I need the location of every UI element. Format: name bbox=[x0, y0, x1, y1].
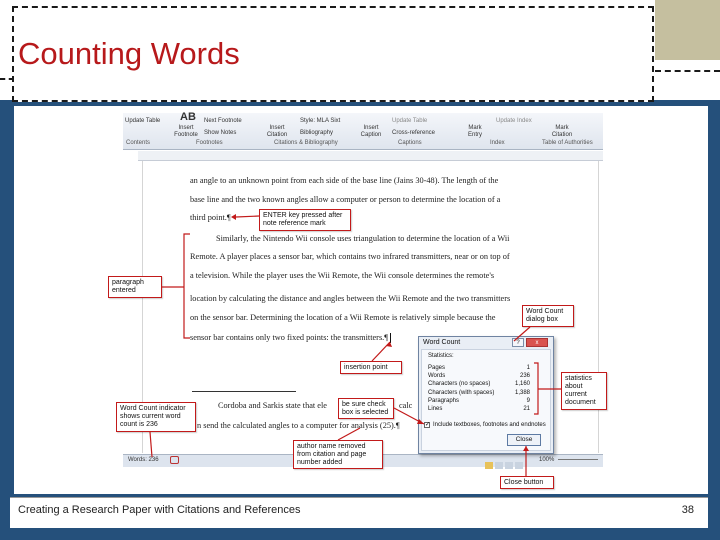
stat-label: Pages bbox=[428, 365, 446, 371]
callout-insertion-point: insertion point bbox=[340, 361, 402, 374]
insert-caption-button[interactable]: Insert Caption bbox=[360, 125, 382, 138]
statistics-heading: Statistics: bbox=[428, 353, 454, 359]
callout-statistics: statistics about current document bbox=[561, 372, 607, 410]
cross-reference-button[interactable]: Cross-reference bbox=[392, 130, 436, 136]
proofing-icon[interactable] bbox=[170, 456, 179, 464]
doc-line: third point.¶ bbox=[190, 213, 231, 222]
bibliography-button[interactable]: Bibliography bbox=[300, 130, 334, 136]
close-button[interactable]: Close bbox=[507, 434, 541, 446]
dialog-title: Word Count bbox=[423, 339, 461, 346]
stat-label: Paragraphs bbox=[428, 398, 460, 404]
group-table-of-authorities: Table of Authorities bbox=[542, 140, 593, 146]
outline-icon[interactable] bbox=[515, 462, 523, 469]
doc-line: base line and the two known angles allow a computer or person to determine the location of a bbox=[190, 195, 501, 204]
doc-line: Similarly, the Nintendo Wii console uses triangulation to determine the location of a Wii bbox=[216, 234, 510, 243]
group-captions: Captions bbox=[398, 140, 422, 146]
stat-label: Characters (no spaces) bbox=[428, 381, 491, 387]
callout-check-box: be sure check box is selected bbox=[338, 398, 394, 419]
doc-line: Remote. A player places a sensor bar, which contains two infrared transmitters, near or on top of bbox=[190, 252, 510, 261]
group-citations: Citations & Bibliography bbox=[274, 140, 338, 146]
doc-line: an angle to an unknown point from each side of the base line (Jains 30-48). The length of the bbox=[190, 176, 499, 185]
footnote-separator bbox=[192, 391, 296, 392]
doc-line: sensor bar contains only two fixed points: the transmitters.¶ bbox=[190, 333, 389, 342]
stat-value: 1 bbox=[526, 365, 530, 371]
insertion-point bbox=[390, 333, 391, 343]
group-index: Index bbox=[490, 140, 505, 146]
show-notes-button[interactable]: Show Notes bbox=[204, 130, 237, 136]
print-layout-icon[interactable] bbox=[485, 462, 493, 469]
checkbox-label: Include textboxes, footnotes and endnotes bbox=[433, 422, 546, 428]
insert-endnote-icon[interactable]: AB bbox=[180, 111, 196, 123]
callout-close-button: Close button bbox=[500, 476, 554, 489]
update-table-figures-button[interactable]: Update Table bbox=[392, 118, 428, 124]
callout-paragraph-entered: paragraph entered bbox=[108, 276, 162, 298]
insert-footnote-button[interactable]: Insert Footnote bbox=[174, 125, 198, 138]
insert-citation-button[interactable]: Insert Citation bbox=[266, 125, 288, 138]
group-contents: Contents bbox=[126, 140, 151, 146]
update-table-button[interactable]: Update Table bbox=[125, 118, 161, 124]
style-dropdown[interactable]: Style: MLA Sixt bbox=[300, 118, 341, 124]
doc-line: a television. While the player uses the Wii Remote, the Wii console determines the remote's bbox=[190, 271, 495, 280]
dialog-close-x-button[interactable]: x bbox=[526, 338, 548, 347]
mark-entry-button[interactable]: Mark Entry bbox=[467, 125, 482, 138]
mark-citation-button[interactable]: Mark Citation bbox=[551, 125, 573, 138]
slide-title: Counting Words bbox=[18, 36, 240, 71]
doc-line: on the sensor bar. Determining the location of a Wii Remote is relatively simple because the bbox=[190, 313, 496, 322]
footnote-text: Cordoba and Sarkis state that ele bbox=[218, 401, 327, 410]
stat-label: Lines bbox=[428, 406, 443, 412]
stat-value: 21 bbox=[523, 406, 530, 412]
stat-value: 1,160 bbox=[514, 381, 530, 387]
help-button[interactable]: ? bbox=[512, 338, 524, 347]
callout-word-count-dialog: Word Count dialog box bbox=[522, 305, 574, 327]
decorative-dash-right bbox=[655, 70, 720, 72]
footnote-text-end: calc bbox=[399, 401, 413, 410]
view-buttons[interactable] bbox=[485, 456, 533, 464]
decorative-tan-band bbox=[655, 0, 720, 60]
include-textboxes-checkbox[interactable]: ✓ bbox=[425, 422, 431, 428]
word-count-indicator[interactable]: Words: 236 bbox=[128, 457, 159, 463]
stat-value: 1,388 bbox=[514, 390, 530, 396]
callout-word-count-indicator: Word Count indicator shows current word count is 236 bbox=[116, 402, 196, 432]
zoom-slider[interactable] bbox=[558, 459, 598, 460]
update-index-button[interactable]: Update Index bbox=[496, 118, 532, 124]
doc-line: location by calculating the distance and angles between the Wii Remote and the two transmitters bbox=[190, 294, 511, 303]
horizontal-ruler[interactable] bbox=[138, 151, 603, 161]
next-footnote-button[interactable]: Next Footnote bbox=[204, 118, 242, 124]
page-number: 38 bbox=[681, 504, 694, 516]
callout-enter-key: ENTER key pressed after note reference mark bbox=[259, 209, 351, 231]
zoom-level[interactable]: 100% bbox=[539, 457, 555, 463]
stat-label: Words bbox=[428, 373, 446, 379]
web-layout-icon[interactable] bbox=[505, 462, 513, 469]
full-screen-icon[interactable] bbox=[495, 462, 503, 469]
stat-label: Characters (with spaces) bbox=[428, 390, 495, 396]
footer-text: Creating a Research Paper with Citations and References bbox=[18, 504, 301, 516]
stat-value: 9 bbox=[526, 398, 530, 404]
stat-value: 236 bbox=[519, 373, 530, 379]
footnote-text-line2: n send the calculated angles to a computer for analysis (25).¶ bbox=[197, 421, 400, 430]
group-footnotes: Footnotes bbox=[196, 140, 223, 146]
callout-author-removed: author name removed from citation and page number added bbox=[293, 440, 383, 469]
